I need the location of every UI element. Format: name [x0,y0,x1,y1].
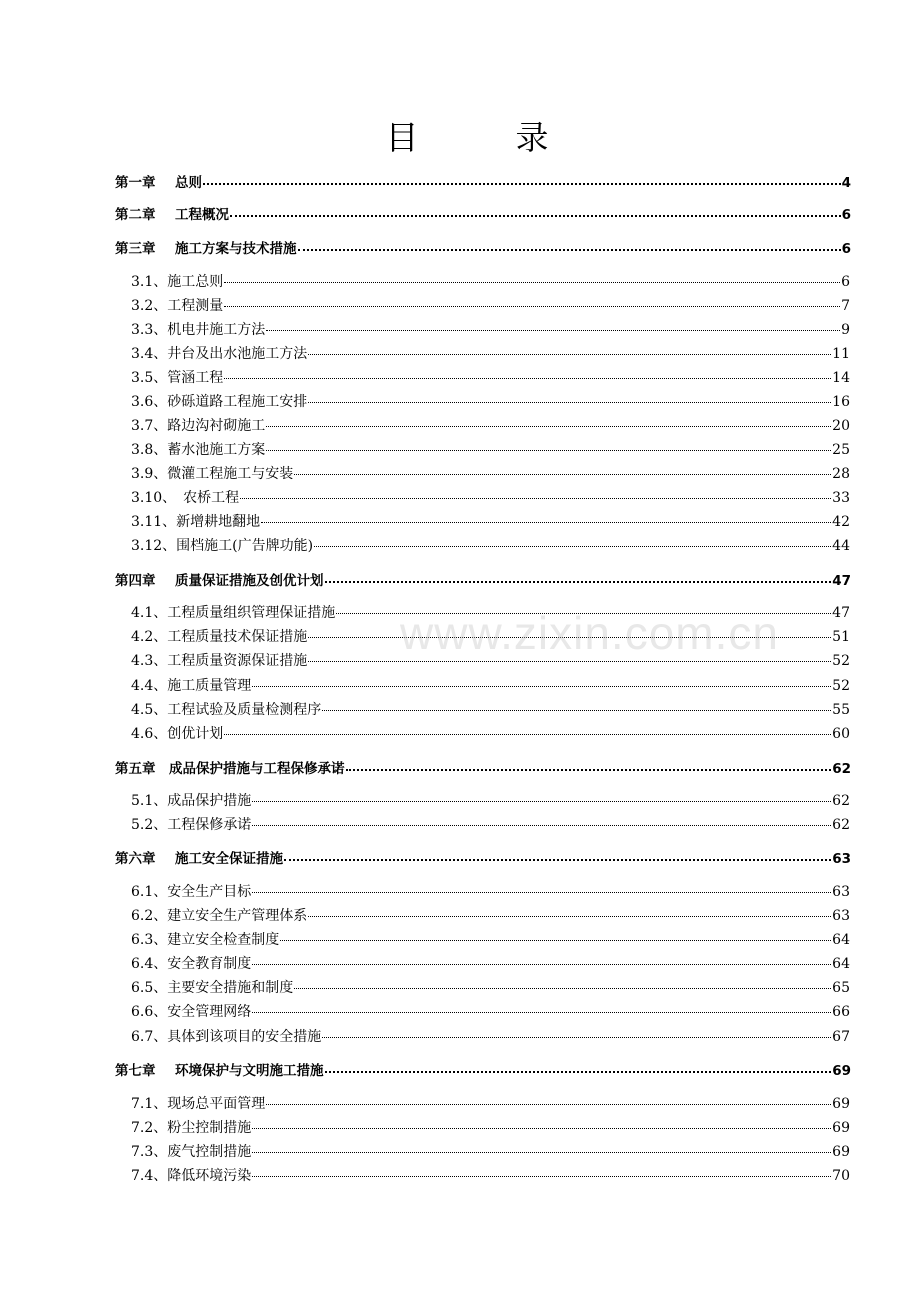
dot-leader [252,815,831,829]
page-number: 9 [841,322,850,338]
dot-leader [252,1118,831,1132]
chapter-number: 第四章 [115,573,156,589]
toc-section-entry[interactable] [131,1026,850,1046]
page-number: 33 [832,490,850,506]
page-number: 16 [832,394,850,410]
page-number: 65 [832,980,850,996]
toc-section-entry[interactable] [131,487,850,507]
chapter-title: 环境保护与文明施工措施 [175,1063,324,1079]
toc-chapter-entry[interactable] [115,203,851,223]
dot-leader [308,906,831,920]
section-label: 3.12、围档施工(广告牌功能) [131,538,314,554]
section-label: 3.10、 农桥工程 [131,490,240,506]
toc-section-entry[interactable] [131,977,850,997]
page-number: 6 [841,207,851,223]
section-label: 3.5、管涵工程 [131,370,224,386]
chapter-title: 施工安全保证措施 [175,851,283,867]
page-number: 69 [832,1144,850,1160]
page-number: 60 [832,726,850,742]
page-number: 70 [832,1168,850,1184]
chapter-number: 第五章 [115,761,156,777]
toc-section-entry[interactable] [131,723,850,743]
toc-section-entry[interactable] [131,511,850,531]
section-label: 3.6、砂砾道路工程施工安排 [131,394,308,410]
dot-leader [346,760,832,774]
page-number: 55 [832,702,850,718]
toc-section-entry[interactable] [131,535,850,555]
chapter-title: 质量保证措施及创优计划 [175,573,324,589]
page-number: 64 [832,956,850,972]
dot-leader [252,954,831,968]
toc-section-entry[interactable] [131,343,850,363]
section-label: 4.3、工程质量资源保证措施 [131,653,308,669]
section-label: 6.5、主要安全措施和制度 [131,980,294,996]
section-label: 3.7、路边沟衬砌施工 [131,418,266,434]
page-number: 47 [832,605,850,621]
page-number: 47 [832,573,851,589]
section-label: 3.4、井台及出水池施工方法 [131,346,308,362]
section-label: 5.1、成品保护措施 [131,793,252,809]
page-number: 62 [832,817,850,833]
toc-section-entry[interactable] [131,295,850,315]
dot-leader [252,1142,831,1156]
toc-section-entry[interactable] [131,367,850,387]
page-number: 6 [841,274,850,290]
section-label: 3.1、施工总则 [131,274,224,290]
page-number: 52 [832,678,850,694]
toc-section-entry[interactable] [131,439,850,459]
dot-leader [284,850,831,864]
chapter-number: 第三章 [115,241,156,257]
chapter-number: 第二章 [115,207,156,223]
toc-chapter-entry[interactable] [115,171,851,191]
toc-section-entry[interactable] [131,675,850,695]
page-number: 6 [841,241,851,257]
section-label: 7.3、废气控制措施 [131,1144,252,1160]
page-number: 20 [832,418,850,434]
page-number: 63 [832,851,851,867]
dot-leader [308,392,831,406]
page-number: 28 [832,466,850,482]
section-label: 6.3、建立安全检查制度 [131,932,280,948]
toc-section-entry[interactable] [131,463,850,483]
section-label: 3.8、蓄水池施工方案 [131,442,266,458]
page-number: 14 [832,370,850,386]
chapter-title: 成品保护措施与工程保修承诺 [169,761,345,777]
dot-leader [252,1002,831,1016]
page-number: 69 [832,1063,851,1079]
section-label: 3.9、微灌工程施工与安装 [131,466,294,482]
chapter-label [115,847,283,867]
dot-leader [224,368,831,382]
section-label: 5.2、工程保修承诺 [131,817,252,833]
dot-leader [266,1094,831,1108]
page-number: 51 [832,629,850,645]
toc-chapter-entry[interactable] [115,237,851,257]
dot-leader [325,572,832,586]
section-label: 7.2、粉尘控制措施 [131,1120,252,1136]
page-number: 42 [832,514,850,530]
dot-leader [298,240,841,254]
section-label: 4.4、施工质量管理 [131,678,252,694]
chapter-title: 工程概况 [175,207,229,223]
toc-section-entry[interactable] [131,814,850,834]
dot-leader [322,700,831,714]
toc-section-entry[interactable] [131,881,850,901]
toc-section-entry[interactable] [131,699,850,719]
chapter-label [115,569,324,589]
dot-leader [294,464,831,478]
chapter-label [115,757,345,777]
toc-chapter-entry[interactable] [115,847,851,867]
dot-leader [294,978,831,992]
page-number: 4 [841,175,851,191]
page-number: 62 [832,793,850,809]
page-number: 67 [832,1029,850,1045]
section-label: 6.6、安全管理网络 [131,1004,252,1020]
toc-section-entry[interactable] [131,1093,850,1113]
toc-section-entry[interactable] [131,929,850,949]
section-label: 6.1、安全生产目标 [131,884,252,900]
page-number: 69 [832,1096,850,1112]
dot-leader [280,930,831,944]
page-number: 7 [841,298,850,314]
section-label: 6.7、具体到该项目的安全措施 [131,1029,322,1045]
page-number: 63 [832,884,850,900]
page-number: 52 [832,653,850,669]
dot-leader [261,512,831,526]
chapter-label [115,1059,324,1079]
toc-section-entry[interactable] [131,271,850,291]
dot-leader [203,174,841,188]
toc-section-entry[interactable] [131,319,850,339]
page-number: 11 [832,346,850,362]
dot-leader [322,1027,831,1041]
section-label: 3.11、新增耕地翻地 [131,514,261,530]
page-number: 62 [832,761,851,777]
chapter-number: 第七章 [115,1063,156,1079]
dot-leader [308,344,831,358]
chapter-number: 第一章 [115,175,156,191]
dot-leader [224,724,831,738]
section-label: 7.1、现场总平面管理 [131,1096,266,1112]
dot-leader [252,676,831,690]
chapter-label [115,171,202,191]
page-number: 63 [832,908,850,924]
dot-leader [314,536,831,550]
dot-leader [230,206,841,220]
toc-section-entry[interactable] [131,953,850,973]
section-label: 7.4、降低环境污染 [131,1168,252,1184]
toc-section-entry[interactable] [131,1165,850,1185]
toc-section-entry[interactable] [131,1001,850,1021]
page-number: 66 [832,1004,850,1020]
dot-leader [240,488,831,502]
toc-section-entry[interactable] [131,391,850,411]
chapter-title: 总则 [175,175,202,191]
dot-leader [224,272,840,286]
section-label: 3.2、工程测量 [131,298,224,314]
dot-leader [266,320,840,334]
dot-leader [325,1062,832,1076]
toc-section-entry[interactable] [131,905,850,925]
dot-leader [252,882,831,896]
toc-title: 目 录 [385,118,581,157]
page-number: 69 [832,1120,850,1136]
dot-leader [252,1166,831,1180]
toc-section-entry[interactable] [131,1117,850,1137]
toc-chapter-entry[interactable] [115,757,851,777]
page-number: 25 [832,442,850,458]
dot-leader [266,416,831,430]
chapter-label [115,203,229,223]
section-label: 3.3、机电井施工方法 [131,322,266,338]
section-label: 4.1、工程质量组织管理保证措施 [131,605,336,621]
chapter-label [115,237,297,257]
dot-leader [224,296,840,310]
toc-chapter-entry[interactable] [115,1059,851,1079]
section-label: 4.6、创优计划 [131,726,224,742]
toc-section-entry[interactable] [131,415,850,435]
page-number: 44 [832,538,850,554]
toc-section-entry[interactable] [131,1141,850,1161]
chapter-title: 施工方案与技术措施 [175,241,297,257]
section-label: 6.4、安全教育制度 [131,956,252,972]
watermark: www.zixin.com.cn [400,607,779,659]
toc-chapter-entry[interactable] [115,569,851,589]
page-number: 64 [832,932,850,948]
section-label: 4.5、工程试验及质量检测程序 [131,702,322,718]
section-label: 6.2、建立安全生产管理体系 [131,908,308,924]
dot-leader [252,791,831,805]
section-label: 4.2、工程质量技术保证措施 [131,629,308,645]
dot-leader [266,440,831,454]
chapter-number: 第六章 [115,851,156,867]
toc-section-entry[interactable] [131,790,850,810]
